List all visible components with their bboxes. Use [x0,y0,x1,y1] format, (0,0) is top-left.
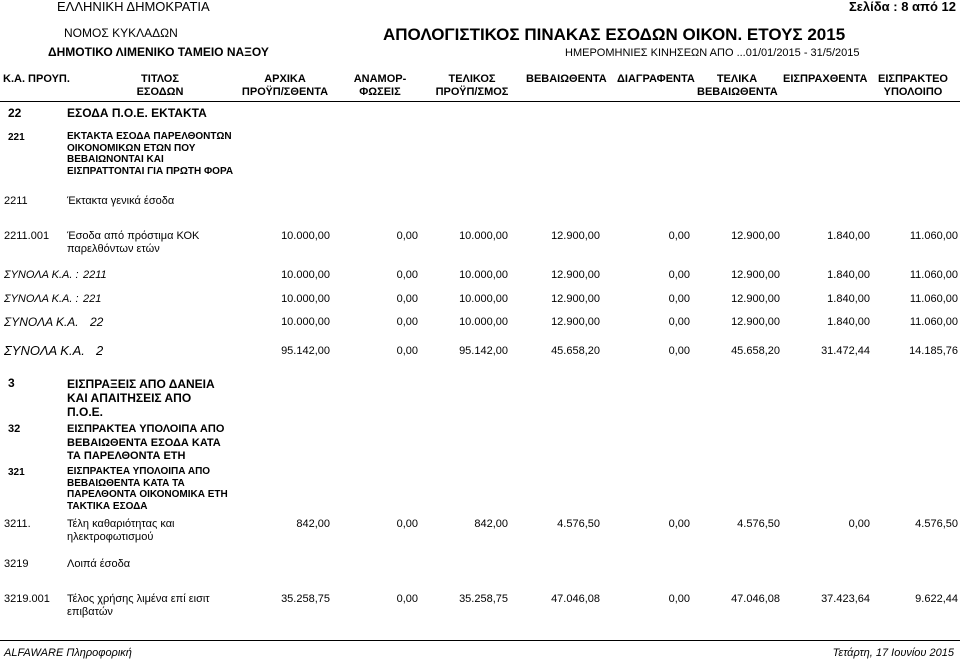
cell-adjust: 0,00 [396,230,418,242]
section-3219-title: Λοιπά έσοδα [67,558,131,570]
cell-adjust: 0,00 [396,518,418,530]
prefecture-label: ΝΟΜΟΣ ΚΥΚΛΑΔΩΝ [64,26,178,40]
cell-final: 10.000,00 [459,293,508,305]
cell-certified: 12.900,00 [551,316,600,328]
cell-certified: 47.046,08 [551,593,600,605]
cell-remaining: 4.576,50 [915,518,958,530]
section-3-code: 3 [8,376,15,390]
cell-final-certified: 45.658,20 [731,345,780,357]
cell-certified: 12.900,00 [551,269,600,281]
cell-remaining: 11.060,00 [909,316,958,328]
cell-deleted: 0,00 [668,316,690,328]
cell-certified: 12.900,00 [551,230,600,242]
section-32-code: 32 [8,423,21,435]
total-code: 2 [96,343,104,358]
cell-remaining: 11.060,00 [909,230,958,242]
country-label: ΕΛΛΗΝΙΚΗ ΔΗΜΟΚΡΑΤΙΑ [57,0,210,14]
section-321-code: 321 [8,467,25,478]
cell-initial: 10.000,00 [281,316,330,328]
section-321-title [67,466,228,512]
s221-l1: ΕΚΤΑΚΤΑ ΕΣΟΔΑ ΠΑΡΕΛΘΟΝΤΩΝ [67,131,232,142]
total-code: 221 [83,293,102,305]
section-221-title [67,131,233,177]
cell-final: 10.000,00 [459,269,508,281]
row-title-l2: παρελθόντων ετών [67,243,160,255]
s321-l2: ΒΕΒΑΙΩΘΕΝΤΑ ΚΑΤΑ ΤΑ [67,477,185,489]
col-adjust [345,73,415,99]
cell-initial: 95.142,00 [281,345,330,357]
cell-final: 10.000,00 [459,230,508,242]
cell-initial: 842,00 [296,518,330,530]
col-final-certified [697,73,777,99]
total-label: ΣΥΝΟΛΑ Κ.Α. [4,343,85,358]
total-label: ΣΥΝΟΛΑ Κ.Α. : [4,269,79,281]
section-32-title [67,423,224,464]
cell-deleted: 0,00 [668,518,690,530]
row-title [67,593,210,619]
total-code: 2211 [83,269,107,281]
date-range: ΗΜΕΡΟΜΗΝΙΕΣ ΚΙΝΗΣΕΩΝ ΑΠΟ ...01/01/2015 - 31/5/2015 [565,47,860,59]
cell-deleted: 0,00 [668,269,690,281]
col-remaining-l2: ΥΠΟΛΟΙΠΟ [883,86,943,98]
footer-vendor: ALFAWARE Πληροφορική [4,647,132,659]
s221-l4: ΕΙΣΠΡΑΤΤΟΝΤΑΙ ΓΙΑ ΠΡΩΤΗ ΦΟΡΑ [67,165,234,177]
cell-remaining: 11.060,00 [909,269,958,281]
row-code: 2211.001 [4,230,50,242]
row-title-l2: επιβατών [67,606,113,618]
row-title-l1: Έσοδα από πρόστιμα ΚΟΚ [67,230,200,242]
cell-deleted: 0,00 [668,230,690,242]
s321-l1: ΕΙΣΠΡΑΚΤΕΑ ΥΠΟΛΟΙΠΑ ΑΠΟ [67,466,211,477]
row-title-l2: ηλεκτροφωτισμού [67,531,154,543]
cell-final-certified: 12.900,00 [731,269,780,281]
header-divider [0,101,960,102]
cell-initial: 10.000,00 [281,269,330,281]
col-adjust-l1: ΑΝΑΜΟΡ- [353,73,407,85]
cell-adjust: 0,00 [396,316,418,328]
organization-name: ΔΗΜΟΤΙΚΟ ΛΙΜΕΝΙΚΟ ΤΑΜΕΙΟ ΝΑΞΟΥ [48,45,269,59]
cell-final: 95.142,00 [459,345,508,357]
row-title [67,518,175,544]
col-adjust-l2: ΦΩΣΕΙΣ [359,86,401,98]
cell-adjust: 0,00 [396,269,418,281]
cell-collected: 31.472,44 [821,345,870,357]
col-certified: ΒΕΒΑΙΩΘΕΝΤΑ [526,73,607,85]
cell-initial: 10.000,00 [281,230,330,242]
cell-initial: 10.000,00 [281,293,330,305]
col-final-l1: ΤΕΛΙΚΟΣ [448,73,496,85]
s3-l1: ΕΙΣΠΡΑΞΕΙΣ ΑΠΟ ΔΑΝΕΙΑ [67,377,215,391]
cell-remaining: 9.622,44 [915,593,958,605]
total-label: ΣΥΝΟΛΑ Κ.Α. [4,315,79,329]
s321-l3: ΠΑΡΕΛΘΟΝΤΑ ΟΙΚΟΝΟΜΙΚΑ ΕΤΗ [67,489,228,500]
cell-collected: 1.840,00 [827,230,870,242]
section-3-title [67,377,215,419]
cell-collected: 1.840,00 [827,269,870,281]
col-initial-l1: ΑΡΧΙΚΑ [264,73,306,85]
cell-certified: 4.576,50 [557,518,600,530]
cell-adjust: 0,00 [396,293,418,305]
cell-collected: 1.840,00 [827,316,870,328]
cell-collected: 0,00 [848,518,870,530]
section-3219-code: 3219 [4,558,29,570]
section-22-title: ΕΣΟΔΑ Π.Ο.Ε. ΕΚΤΑΚΤΑ [67,106,207,120]
cell-final: 10.000,00 [459,316,508,328]
cell-adjust: 0,00 [396,345,418,357]
cell-collected: 1.840,00 [827,293,870,305]
section-221-code: 221 [8,132,25,143]
total-code: 22 [90,315,104,329]
s221-l3: ΒΕΒΑΙΩΝΟΝΤΑΙ ΚΑΙ [67,154,164,165]
col-final-cert-l2: ΒΕΒΑΙΩΘΕΝΤΑ [697,86,778,98]
cell-final: 35.258,75 [459,593,508,605]
cell-initial: 35.258,75 [281,593,330,605]
cell-final-certified: 12.900,00 [731,230,780,242]
section-2211-code: 2211 [4,195,28,207]
col-collected: ΕΙΣΠΡΑΧΘΕΝΤΑ [783,73,868,85]
report-title: ΑΠΟΛΟΓΙΣΤΙΚΟΣ ΠΙΝΑΚΑΣ ΕΣΟΔΩΝ ΟΙΚΟΝ. ΕΤΟΥΣ 2015 [383,25,846,44]
col-initial [240,73,330,99]
col-final-l2: ΠΡΟΫΠ/ΣΜΟΣ [435,86,509,98]
section-2211-title: Έκτακτα γενικά έσοδα [67,195,175,207]
col-deleted: ΔΙΑΓΡΑΦΕΝΤΑ [617,73,695,85]
cell-final-certified: 47.046,08 [731,593,780,605]
s321-l4: ΤΑΚΤΙΚΑ ΕΣΟΔΑ [67,500,148,512]
s32-l2: ΒΕΒΑΙΩΘΕΝΤΑ ΕΣΟΔΑ ΚΑΤΑ [67,436,221,449]
s221-l2: ΟΙΚΟΝΟΜΙΚΩΝ ΕΤΩΝ ΠΟΥ [67,142,196,154]
cell-deleted: 0,00 [668,593,690,605]
row-title [67,230,199,256]
col-initial-l2: ΠΡΟΫΠ/ΣΘΕΝΤΑ [241,86,329,98]
footer-divider [0,640,960,641]
col-title-l1: ΤΙΤΛΟΣ [141,73,179,85]
cell-remaining: 11.060,00 [909,293,958,305]
cell-deleted: 0,00 [668,293,690,305]
total-label: ΣΥΝΟΛΑ Κ.Α. : [4,293,79,305]
s3-l3: Π.Ο.Ε. [67,405,104,419]
cell-final-certified: 4.576,50 [737,518,780,530]
row-code: 3219.001 [4,593,50,605]
s32-l1: ΕΙΣΠΡΑΚΤΕΑ ΥΠΟΛΟΙΠΑ ΑΠΟ [67,423,225,435]
col-title [120,73,200,99]
cell-remaining: 14.185,76 [909,345,958,357]
col-final-cert-l1: ΤΕΛΙΚΑ [716,73,758,85]
col-code: Κ.Α. ΠΡΟΥΠ. [3,73,70,85]
row-title-l1: Τέλος χρήσης λιμένα επί εισιτ [67,593,210,605]
s32-l3: ΤΑ ΠΑΡΕΛΘΟΝΤΑ ΕΤΗ [67,450,186,462]
row-title-l1: Τέλη καθαριότητας και [67,518,175,530]
cell-final: 842,00 [474,518,508,530]
section-22-code: 22 [8,106,22,120]
cell-final-certified: 12.900,00 [731,293,780,305]
col-remaining-l1: ΕΙΣΠΡΑΚΤΕΟ [878,73,948,85]
cell-final-certified: 12.900,00 [731,316,780,328]
cell-deleted: 0,00 [668,345,690,357]
row-code: 3211. [4,518,31,530]
s3-l2: ΚΑΙ ΑΠΑΙΤΗΣΕΙΣ ΑΠΟ [67,391,192,405]
cell-certified: 45.658,20 [551,345,600,357]
cell-certified: 12.900,00 [551,293,600,305]
page-indicator: Σελίδα : 8 από 12 [848,0,956,14]
cell-adjust: 0,00 [396,593,418,605]
footer-date: Τετάρτη, 17 Ιουνίου 2015 [832,647,954,659]
cell-collected: 37.423,64 [821,593,870,605]
col-title-l2: ΕΣΟΔΩΝ [136,86,184,98]
col-final [432,73,512,99]
col-remaining [870,73,956,99]
